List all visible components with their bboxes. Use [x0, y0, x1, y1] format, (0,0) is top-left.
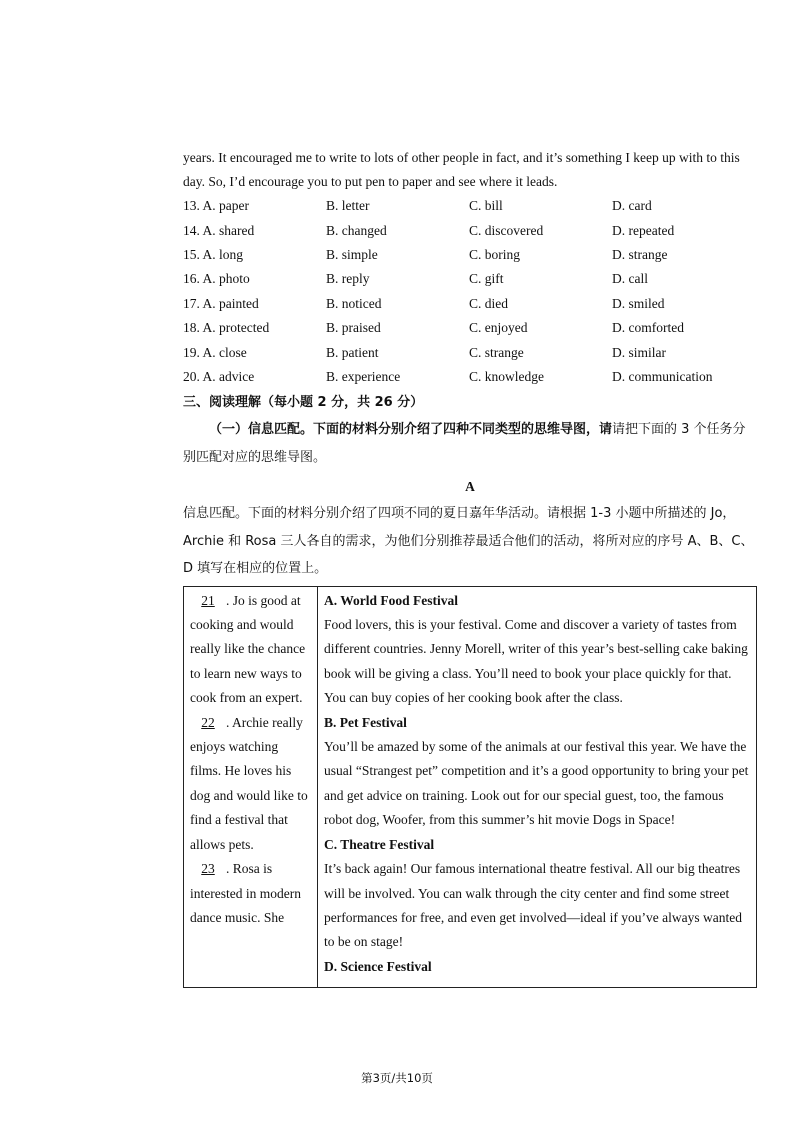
- question-22: [190, 711, 311, 857]
- option-c: C. knowledge: [469, 368, 544, 384]
- option-d: D. smiled: [612, 295, 665, 311]
- option-a: 19. A. close: [183, 344, 247, 360]
- subsection-intro: [183, 416, 757, 472]
- option-row: [183, 316, 757, 340]
- matching-table: [183, 586, 757, 989]
- option-b: B. praised: [326, 320, 381, 336]
- option-row: [183, 194, 757, 218]
- answer-blank[interactable]: 21: [201, 592, 215, 608]
- festival-title: C. Theatre Festival: [324, 836, 435, 852]
- part-label: A: [465, 479, 475, 495]
- festival-description: Food lovers, this is your festival. Come and discover a variety of tastes from different countries. Jenny Morell, writer of this year’s best-selling cake baking book will be giving a class. You’ll need to book your place quickly for that. You can buy copies of her cooking book after the class.: [324, 617, 748, 706]
- options-table: [183, 194, 757, 389]
- option-c: C. strange: [469, 344, 524, 360]
- option-b: B. experience: [326, 368, 401, 384]
- answer-blank[interactable]: 23: [201, 861, 215, 877]
- option-row: [183, 365, 757, 389]
- option-c: C. boring: [469, 246, 521, 262]
- option-b: B. simple: [326, 246, 378, 262]
- option-row: [183, 218, 757, 242]
- option-a: 18. A. protected: [183, 320, 270, 336]
- festival-title: A. World Food Festival: [324, 592, 459, 608]
- option-b: B. patient: [326, 344, 379, 360]
- option-a: 14. A. shared: [183, 222, 255, 238]
- festival-title: B. Pet Festival: [324, 714, 407, 730]
- instructions: 信息匹配。下面的材料分别介绍了四项不同的夏日嘉年华活动。请根据 1-3 小题中所描述的 Jo，Archie 和 Rosa 三人各自的需求，为他们分别推荐最适合他们的活动，将所对应的序号 A、B、C、D 填写在相应的位置上。: [183, 506, 754, 577]
- option-a: 15. A. long: [183, 246, 244, 262]
- option-d: D. strange: [612, 246, 668, 262]
- answer-blank[interactable]: 22: [201, 714, 215, 730]
- questions-cell: [184, 586, 318, 988]
- page-content: [183, 146, 757, 988]
- option-c: C. discovered: [469, 222, 544, 238]
- option-row: [183, 243, 757, 267]
- option-d: D. card: [612, 198, 652, 214]
- option-d: D. comforted: [612, 320, 684, 336]
- question-text: . Rosa is interested in modern dance music. She: [190, 861, 301, 925]
- option-c: C. enjoyed: [469, 320, 528, 336]
- option-row: [183, 292, 757, 316]
- option-a: 20. A. advice: [183, 368, 255, 384]
- subsection-bold: （一）信息匹配。下面的材料分别介绍了四种不同类型的思维导图，请: [209, 422, 613, 438]
- option-d: D. similar: [612, 344, 666, 360]
- option-c: C. bill: [469, 198, 503, 214]
- option-d: D. repeated: [612, 222, 675, 238]
- option-a: 17. A. painted: [183, 295, 259, 311]
- option-row: [183, 340, 757, 364]
- question-23: [190, 857, 311, 930]
- festival-description: It’s back again! Our famous international theatre festival. All our big theatres will be involved. You can walk through the city center and find some street performances for free, and even get involved—ideal if you’ve always wanted to be on stage!: [324, 861, 742, 950]
- page-number: 第3页/共10页: [361, 1071, 433, 1085]
- question-text: . Archie really enjoys watching films. He loves his dog and would like to find a festival that allows pets.: [190, 714, 308, 852]
- option-b: B. noticed: [326, 295, 382, 311]
- passage-ending: years. It encouraged me to write to lots of other people in fact, and it’s something I keep up with to this day. So, I’d encourage you to put pen to paper and see where it leads.: [183, 150, 740, 189]
- option-d: D. communication: [612, 368, 713, 384]
- option-a: 16. A. photo: [183, 271, 250, 287]
- option-c: C. gift: [469, 271, 504, 287]
- festivals-cell: [318, 586, 757, 988]
- option-b: B. reply: [326, 271, 370, 287]
- option-row: [183, 267, 757, 291]
- option-d: D. call: [612, 271, 648, 287]
- option-c: C. died: [469, 295, 508, 311]
- option-a: 13. A. paper: [183, 198, 249, 214]
- festival-description: You’ll be amazed by some of the animals at our festival this year. We have the usual “Strangest pet” competition and it’s a good opportunity to bring your pet and get advice on training. Look out for our special guest, too, the famous robot dog, Woofer, from this summer’s hit movie Dogs in Space!: [324, 739, 749, 828]
- section-heading: 三、阅读理解（每小题 2 分，共 26 分）: [183, 395, 424, 411]
- question-21: [190, 589, 311, 711]
- option-b: B. letter: [326, 198, 370, 214]
- subsection-normal: 请把下面的 3 个任务分别匹配对应的思维导图。: [183, 422, 746, 466]
- question-text: . Jo is good at cooking and would really like the chance to learn new ways to cook from an expert.: [190, 592, 306, 706]
- festival-title: D. Science Festival: [324, 958, 432, 974]
- option-b: B. changed: [326, 222, 387, 238]
